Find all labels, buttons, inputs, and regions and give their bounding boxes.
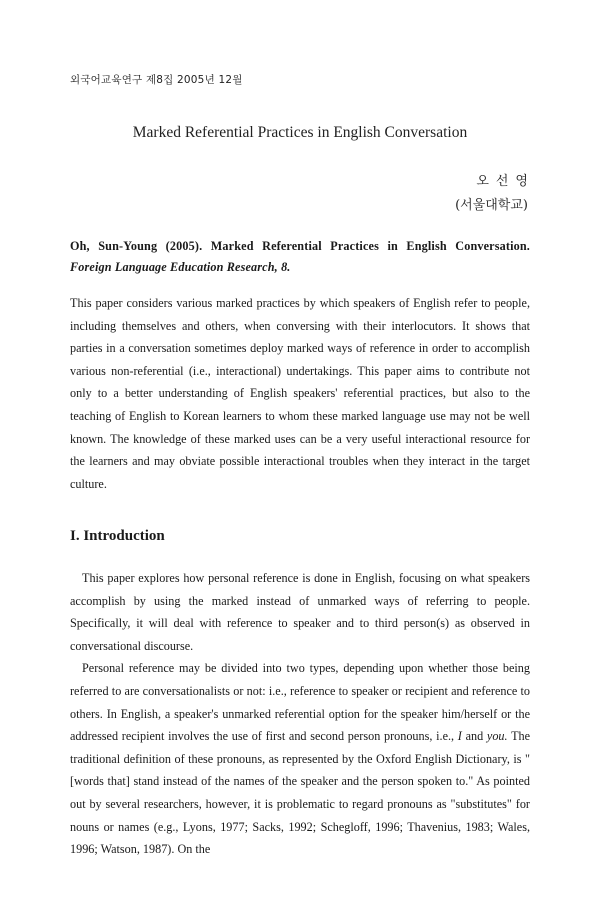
- abstract: This paper considers various marked practices by which speakers of English refer to people, including themselves and others, when conversing with their interlocutors. It shows that parties in a conversation sometimes deploy marked ways of reference in order to accomplish various non-referential (i.e., interactional) undertakings. This paper aims to contribute not only to a better understanding of English speakers' referential practices, but also to the teaching of English to Korean learners to whom these marked language use may not be well known. The knowledge of these marked uses can be a very useful interactional resource for the learners and may obviate possible interactional troubles when they interact in the target culture.: [70, 296, 530, 491]
- pronoun-i: I: [457, 729, 462, 744]
- intro-body: [70, 567, 530, 861]
- author-name: 오선영: [476, 174, 535, 189]
- paper-title: Marked Referential Practices in English Conversation: [132, 124, 468, 141]
- intro-p2-part-b: The traditional definition of these pronouns, as represented by the Oxford English Dictionary, is "[words that] stand instead of the names of the speaker and the person spoken to." As pointed out by several researchers, however, it is problematic to regard pronouns as "substitutes" for nouns or names (e.g., Lyons, 1977; Sacks, 1992; Schegloff, 1996; Thavenius, 1983; Wales, 1996; Watson, 1987). On the: [70, 729, 531, 857]
- journal-header: 외국어교육연구 제8집 2005년 12월: [70, 74, 243, 86]
- pronoun-you: you.: [486, 729, 508, 744]
- citation: [70, 236, 530, 278]
- intro-p2-and: and: [465, 729, 484, 744]
- intro-paragraph-2: [70, 657, 530, 860]
- author-affiliation: (서울대학교): [455, 198, 528, 213]
- author-block: [455, 170, 535, 218]
- intro-paragraph-1: This paper explores how personal reference is done in English, focusing on what speakers accomplish by using the marked instead of unmarked ways of referring to people. Specifically, it will deal with reference to speaker and to third person(s) as observed in conversational discourse.: [70, 571, 530, 653]
- intro-p2-part-a: Personal reference may be divided into two types, depending upon whether those being referred to are conversationalists or not: i.e., reference to speaker or recipient and reference to others. In English, a speaker's unmarked referential option for the speaker him/herself or the addressed recipient involves the use of first and second person pronouns, i.e.,: [70, 661, 530, 744]
- citation-text: Oh, Sun-Young (2005). Marked Referential Practices in English Conversation.: [70, 239, 530, 253]
- citation-journal: Foreign Language Education Research, 8.: [70, 260, 291, 274]
- section-heading: I. Introduction: [70, 528, 165, 544]
